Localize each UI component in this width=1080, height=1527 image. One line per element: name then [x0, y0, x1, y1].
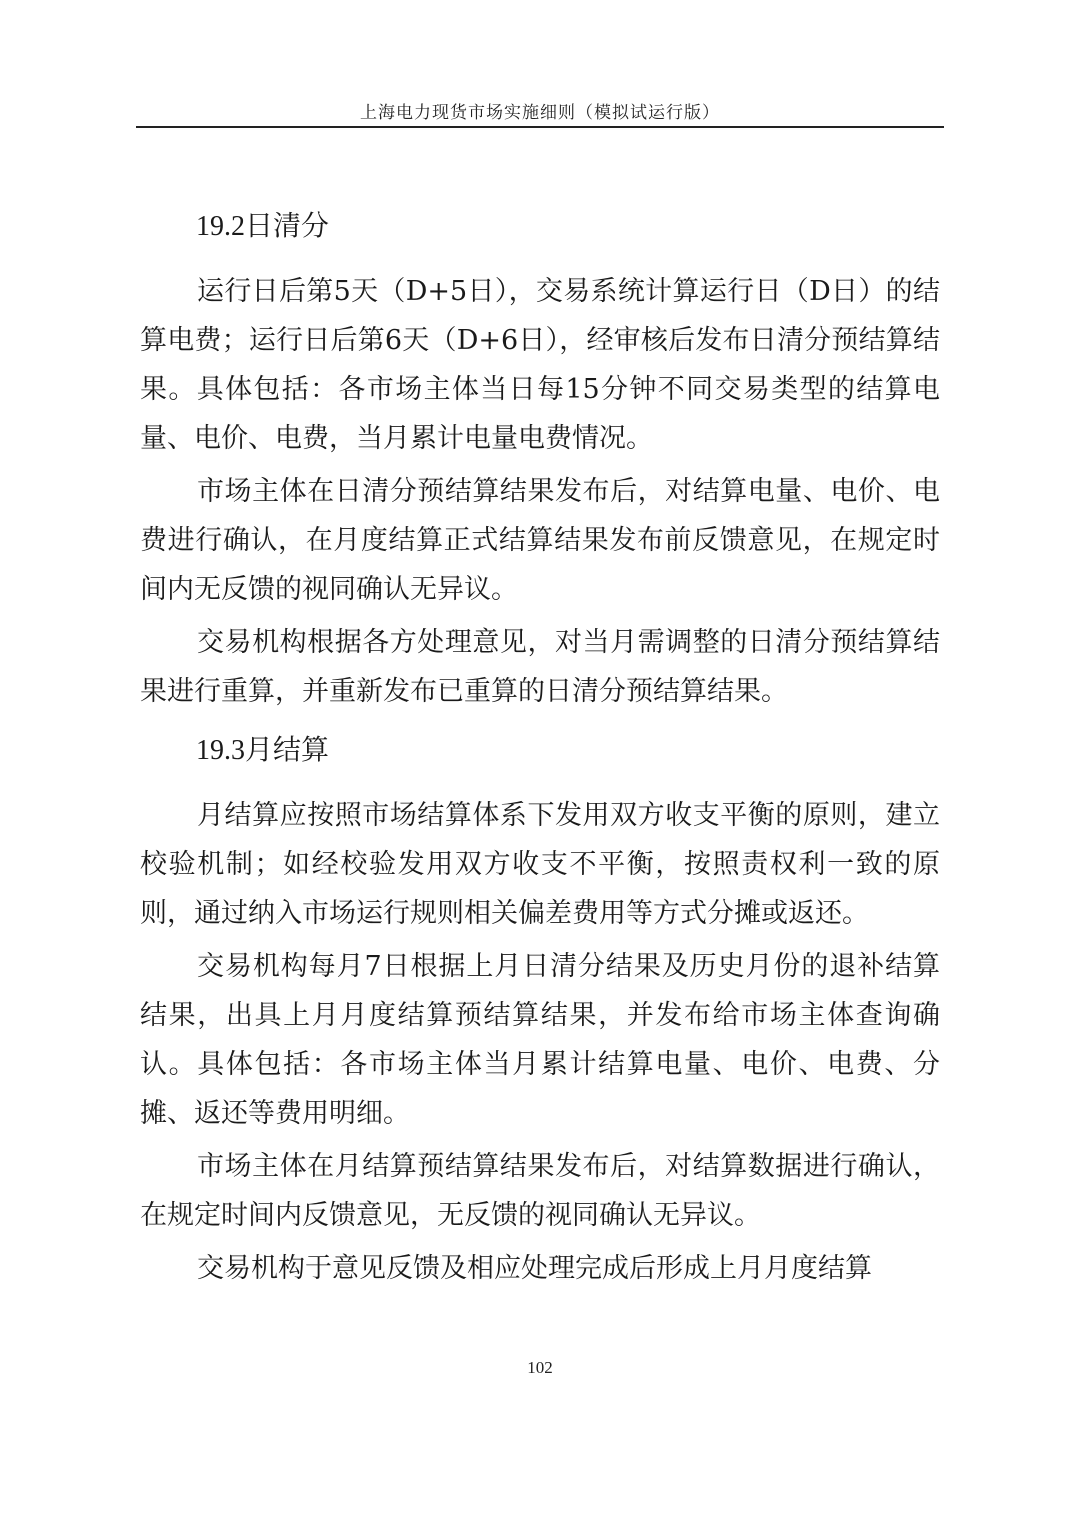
section-heading-19-2 [140, 196, 940, 257]
paragraph: 交易机构每月7日根据上月日清分结果及历史月份的退补结算结果，出具上月月度结算预结算结果，并发布给市场主体查询确认。具体包括：各市场主体当月累计结算电量、电价、电费、分摊、返还等费用明细。 [140, 951, 940, 1129]
paragraph: 运行日后第5天（D+5日），交易系统计算运行日（D日）的结算电费；运行日后第6天（D+6日），经审核后发布日清分预结算结果。具体包括：各市场主体当日每15分钟不同交易类型的结算电量、电价、电费，当月累计电量电费情况。 [140, 276, 940, 454]
running-header: 上海电力现货市场实施细则（模拟试运行版） [360, 103, 720, 123]
section-number: 19.3 [196, 735, 245, 766]
section-title: 日清分 [245, 209, 330, 242]
section-number: 19.2 [196, 211, 245, 242]
section-heading-19-3 [140, 720, 940, 781]
paragraph: 交易机构根据各方处理意见，对当月需调整的日清分预结算结果进行重算，并重新发布已重算的日清分预结算结果。 [140, 627, 940, 707]
paragraph: 月结算应按照市场结算体系下发用双方收支平衡的原则，建立校验机制；如经校验发用双方收支不平衡，按照责权利一致的原则，通过纳入市场运行规则相关偏差费用等方式分摊或返还。 [140, 800, 940, 929]
page-number: 102 [527, 1358, 553, 1377]
paragraph: 市场主体在月结算预结算结果发布后，对结算数据进行确认，在规定时间内反馈意见，无反馈的视同确认无异议。 [140, 1151, 940, 1231]
paragraph: 市场主体在日清分预结算结果发布后，对结算电量、电价、电费进行确认，在月度结算正式结算结果发布前反馈意见，在规定时间内无反馈的视同确认无异议。 [140, 476, 940, 605]
document-body [140, 196, 940, 1297]
paragraph: 交易机构于意见反馈及相应处理完成后形成上月月度结算 [197, 1253, 872, 1284]
section-title: 月结算 [245, 733, 330, 766]
header-rule [136, 126, 944, 128]
